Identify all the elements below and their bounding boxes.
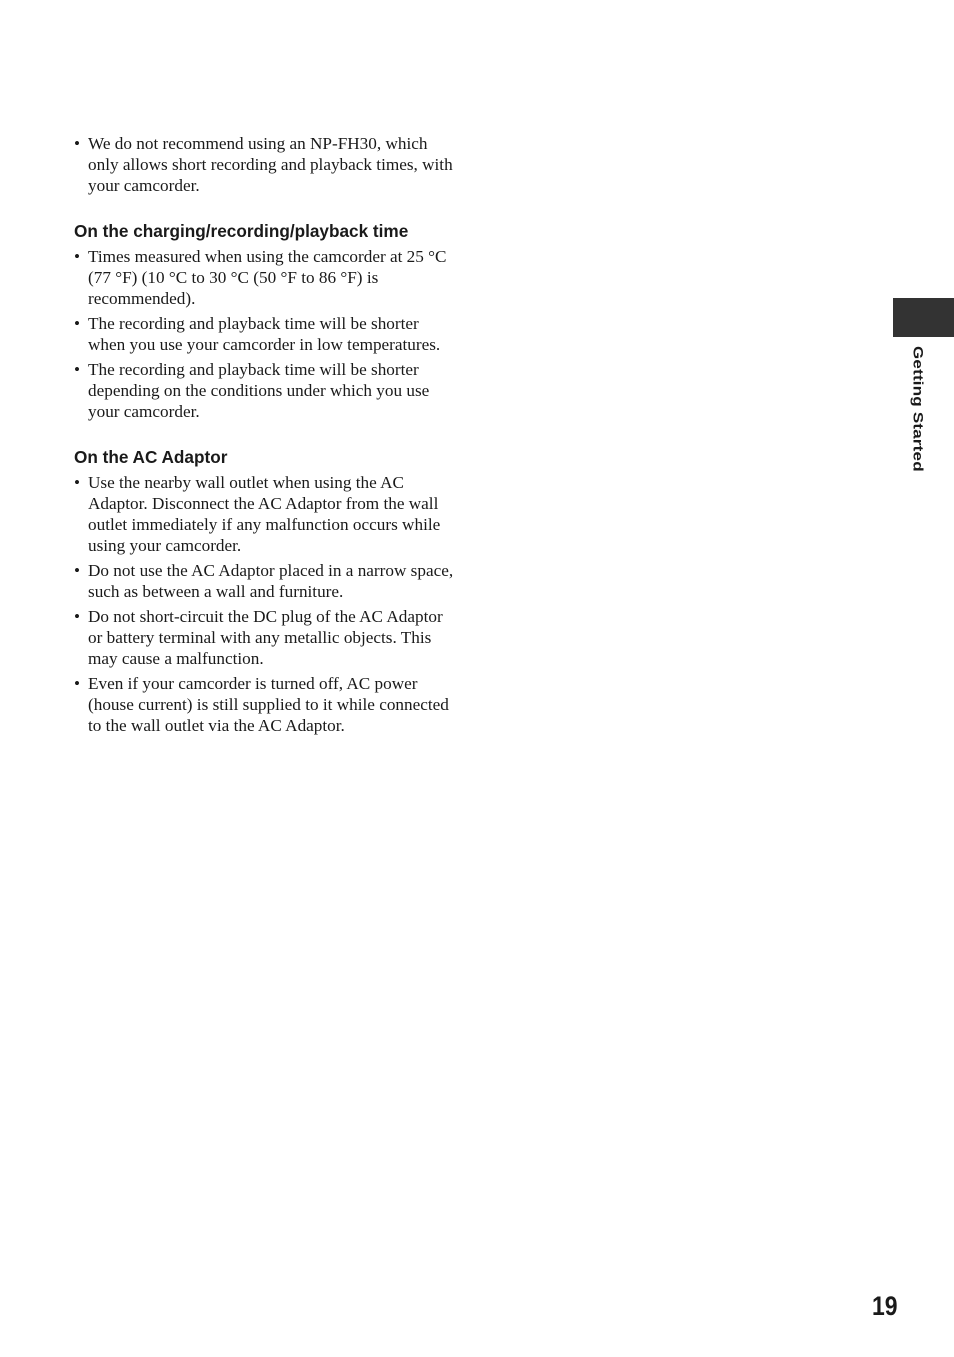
- section-heading-time: On the charging/recording/playback time: [74, 221, 409, 241]
- chapter-label: Getting Started: [910, 346, 927, 472]
- intro-list: [74, 133, 454, 196]
- adaptor-notes-list: [74, 472, 454, 736]
- list-item: • Do not short-circuit the DC plug of the AC Adaptor or battery terminal with any metallic objects. This may cause a malfunction.: [74, 606, 454, 669]
- list-item: • Even if your camcorder is turned off, AC power (house current) is still supplied to it while connected to the wall outlet via the AC Adaptor.: [74, 673, 454, 736]
- list-item: • We do not recommend using an NP-FH30, which only allows short recording and playback times, with your camcorder.: [74, 133, 454, 196]
- list-item: • The recording and playback time will be shorter depending on the conditions under which you use your camcorder.: [74, 359, 454, 422]
- section-heading-ac-adaptor: On the AC Adaptor: [74, 447, 228, 467]
- spacer: [74, 200, 454, 221]
- chapter-tab-marker: [893, 298, 954, 337]
- spacer: [74, 426, 454, 447]
- list-item: • Use the nearby wall outlet when using the AC Adaptor. Disconnect the AC Adaptor from the wall outlet immediately if any malfunction occurs while using your camcorder.: [74, 472, 454, 556]
- page-number: 19: [872, 1291, 898, 1321]
- list-item: • The recording and playback time will be shorter when you use your camcorder in low temperatures.: [74, 313, 454, 355]
- list-item: • Do not use the AC Adaptor placed in a narrow space, such as between a wall and furniture.: [74, 560, 454, 602]
- time-notes-list: [74, 246, 454, 422]
- main-text-column: [74, 133, 454, 740]
- list-item: • Times measured when using the camcorder at 25 °C (77 °F) (10 °C to 30 °C (50 °F to 86 °F) is recommended).: [74, 246, 454, 309]
